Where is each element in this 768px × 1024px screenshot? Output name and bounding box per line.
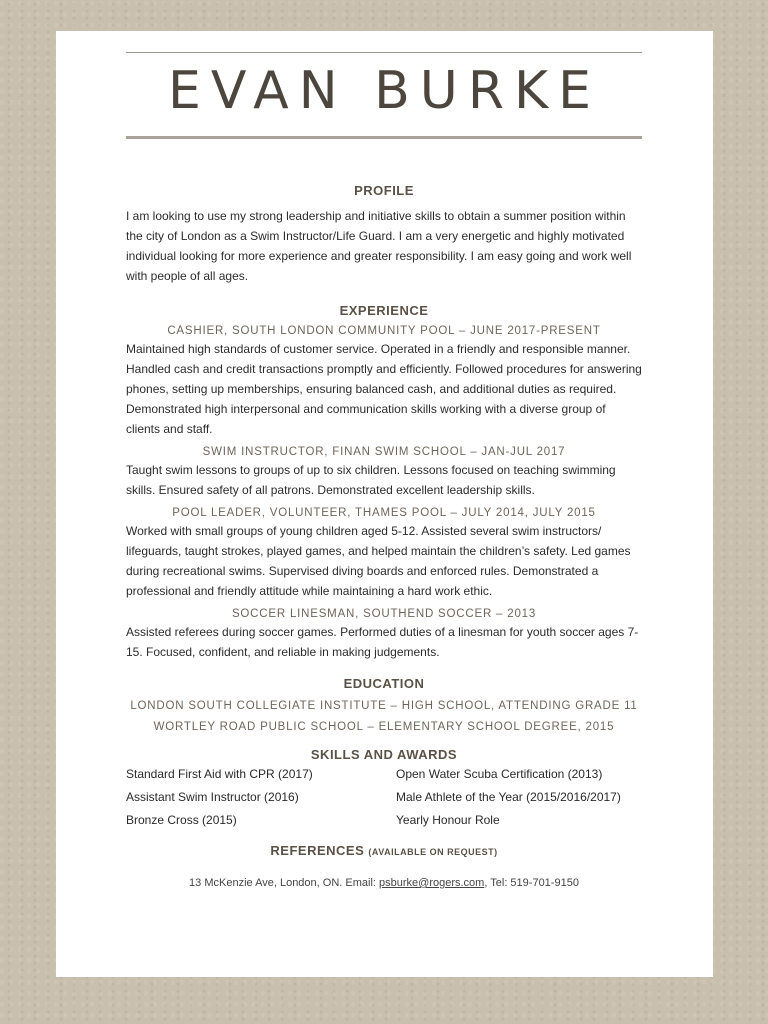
skill-item: Male Athlete of the Year (2015/2016/2017)	[396, 790, 621, 804]
candidate-name: EVAN BURKE	[168, 61, 601, 121]
education-entry: WORTLEY ROAD PUBLIC SCHOOL – ELEMENTARY SCHOOL DEGREE, 2015	[153, 721, 615, 733]
job-title: SOCCER LINESMAN, SOUTHEND SOCCER – 2013	[231, 608, 537, 620]
email-link[interactable]: psburke@rogers.com	[379, 877, 485, 889]
references-note: (AVAILABLE ON REQUEST)	[368, 847, 498, 857]
skill-item: Assistant Swim Instructor (2016)	[126, 790, 299, 804]
job-title: SWIM INSTRUCTOR, FINAN SWIM SCHOOL – JAN-JUL 2017	[202, 446, 566, 458]
references-title: REFERENCES	[270, 843, 365, 858]
skill-item: Yearly Honour Role	[396, 813, 500, 827]
profile-text: I am looking to use my strong leadership and initiative skills to obtain a summer position within the city of London as a Swim Instructor/Life Guard. I am a very energetic and highly motivated individual looking for more experience and greater responsibility. I am easy going and work well with people of all ages.	[126, 209, 632, 283]
education-heading: EDUCATION	[343, 676, 425, 691]
skill-item: Bronze Cross (2015)	[126, 813, 237, 827]
skill-item: Open Water Scuba Certification (2013)	[396, 767, 603, 781]
contact-phone: , Tel: 519-701-9150	[484, 877, 579, 889]
skills-heading: SKILLS AND AWARDS	[310, 747, 458, 762]
job-title: CASHIER, SOUTH LONDON COMMUNITY POOL – JUNE 2017-PRESENT	[167, 325, 601, 337]
job-description: Maintained high standards of customer service. Operated in a friendly and responsible manner. Handled cash and credit transactions promptly and efficiently. Followed procedures for answering phones, setting up memberships, ensuring balanced cash, and additional duties as required. Demonstrated high interpersonal and communication skills working with a diverse group of clients and staff.	[126, 342, 642, 436]
skills-list	[126, 767, 642, 828]
name-underline-rule	[126, 136, 642, 139]
resume-content	[126, 183, 642, 889]
contact-address: 13 McKenzie Ave, London, ON. Email:	[189, 877, 380, 889]
skill-item: Standard First Aid with CPR (2017)	[126, 767, 313, 781]
job-description: Taught swim lessons to groups of up to six children. Lessons focused on teaching swimming skills. Ensured safety of all patrons. Demonstrated excellent leadership skills.	[126, 463, 616, 497]
job-description: Assisted referees during soccer games. Performed duties of a linesman for youth soccer ages 7-15. Focused, confident, and reliable in making judgements.	[126, 625, 639, 659]
job-description: Worked with small groups of young children aged 5-12. Assisted several swim instructors/ lifeguards, taught strokes, played games, and helped maintain the children’s safety. Led games during recreational swims. Supervised diving boards and enforced rules. Demonstrated a professional and friendly attitude while maintaining a hard work ethic.	[126, 524, 631, 598]
references-heading	[126, 843, 642, 858]
job-title: POOL LEADER, VOLUNTEER, THAMES POOL – JULY 2014, JULY 2015	[172, 507, 596, 519]
contact-line	[126, 877, 642, 889]
profile-heading: PROFILE	[354, 183, 414, 198]
experience-heading: EXPERIENCE	[339, 303, 429, 318]
top-rule	[126, 52, 642, 53]
resume-page	[56, 31, 713, 977]
education-entry: LONDON SOUTH COLLEGIATE INSTITUTE – HIGH SCHOOL, ATTENDING GRADE 11	[130, 700, 638, 712]
